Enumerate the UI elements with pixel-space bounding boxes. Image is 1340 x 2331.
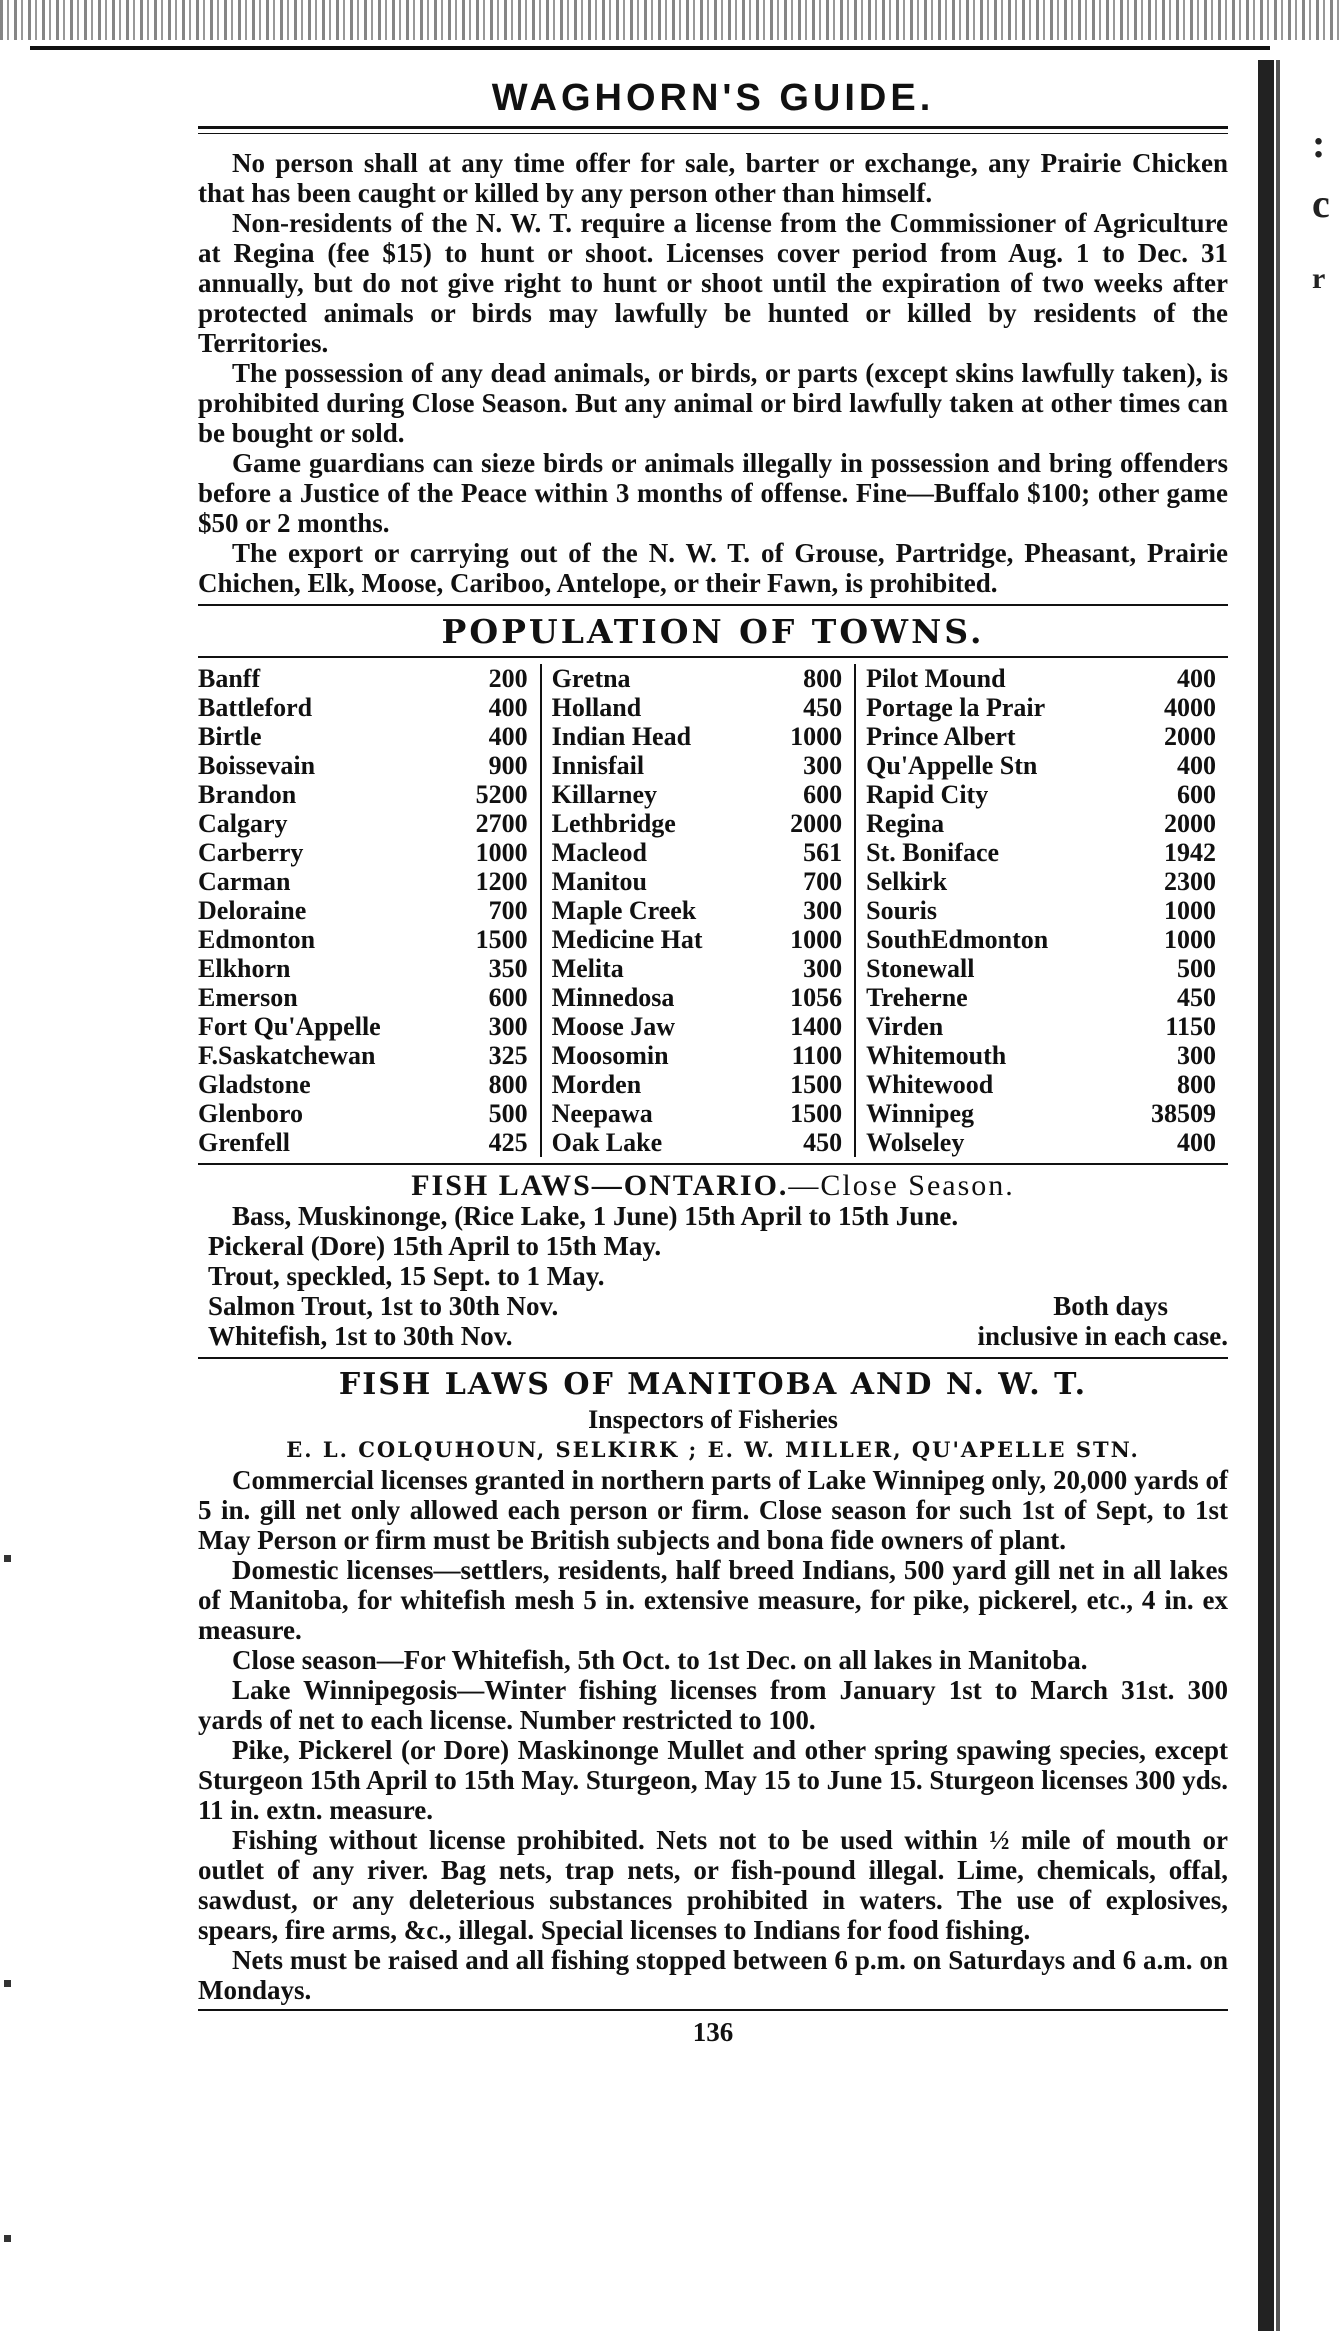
- population-row: [198, 1070, 1228, 1099]
- town-population: 400: [1177, 1128, 1216, 1157]
- page-gutter-bar: [1258, 60, 1274, 2331]
- top-rule: [30, 46, 1270, 50]
- town-name: Morden: [541, 1070, 768, 1099]
- fish-ontario-note: inclusive in each case.: [977, 1321, 1228, 1351]
- town-name: Pilot Mound: [855, 664, 1124, 693]
- town-name: Moosomin: [541, 1041, 768, 1070]
- population-row: [198, 780, 1228, 809]
- town-name: SouthEdmonton: [855, 925, 1124, 954]
- fish-ontario-line: Trout, speckled, 15 Sept. to 1 May.: [208, 1261, 605, 1291]
- town-name: Neepawa: [541, 1099, 768, 1128]
- town-name: Qu'Appelle Stn: [855, 751, 1124, 780]
- town-name: Calgary: [198, 809, 288, 838]
- fish-ontario-salmon: Salmon Trout, 1st to 30th Nov.: [208, 1291, 559, 1321]
- town-name: Macleod: [541, 838, 768, 867]
- town-population: 900: [488, 751, 528, 780]
- population-row: [198, 664, 1228, 693]
- town-population: 2000: [790, 809, 843, 838]
- town-population: 800: [803, 664, 843, 693]
- population-row: [198, 693, 1228, 722]
- fish-ontario-section: [198, 1171, 1228, 1351]
- population-row: [198, 983, 1228, 1012]
- town-population: 2700: [475, 809, 528, 838]
- page-number: 136: [692, 2017, 734, 2047]
- page-title: WAGHORN'S GUIDE.: [491, 77, 935, 119]
- town-name: Deloraine: [198, 896, 307, 925]
- town-name: Stonewall: [855, 954, 1124, 983]
- town-population: 561: [803, 838, 843, 867]
- town-name: Boissevain: [198, 751, 316, 780]
- fish-paragraph: Lake Winnipegosis—Winter fishing licenses from January 1st to March 31st. 300 yards of net to each license. Number restricted to 100.: [198, 1675, 1228, 1735]
- town-population: 450: [803, 1128, 843, 1157]
- margin-dot: [4, 1980, 11, 1987]
- town-population: 1000: [790, 722, 843, 751]
- game-paragraph: No person shall at any time offer for sale, barter or exchange, any Prairie Chicken that has been caught or killed by any person other than himself.: [198, 148, 1228, 208]
- town-population: 1100: [791, 1041, 843, 1070]
- town-population: 300: [803, 751, 843, 780]
- town-name: Brandon: [198, 780, 297, 809]
- town-population: 2000: [1164, 809, 1216, 838]
- town-population: 200: [488, 664, 528, 693]
- population-row: [198, 925, 1228, 954]
- fish-paragraph: Pike, Pickerel (or Dore) Maskinonge Mullet and other spring spawing species, except Sturgeon 15th April to 15th May. Sturgeon, May 15 to June 15. Sturgeon licenses 300 yds. 11 in. extn. measure.: [198, 1735, 1228, 1825]
- town-name: Wolseley: [855, 1128, 1124, 1157]
- population-row: [198, 751, 1228, 780]
- town-name: Battleford: [198, 693, 313, 722]
- town-population: 500: [488, 1099, 528, 1128]
- town-name: Fort Qu'Appelle: [198, 1012, 381, 1041]
- town-name: Maple Creek: [541, 896, 768, 925]
- town-population: 300: [803, 896, 843, 925]
- population-row: [198, 867, 1228, 896]
- town-population: 400: [488, 722, 528, 751]
- town-population: 600: [803, 780, 843, 809]
- town-population: 400: [488, 693, 528, 722]
- town-name: Rapid City: [855, 780, 1124, 809]
- fish-paragraph: Commercial licenses granted in northern parts of Lake Winnipeg only, 20,000 yards of 5 in. gill net only allowed each person or firm. Close season for such 1st of Sept, to 1st May Person or firm must be British subjects and bona fide owners of plant.: [198, 1465, 1228, 1555]
- town-population: 425: [488, 1128, 528, 1157]
- town-population: 800: [1177, 1070, 1216, 1099]
- town-name: Treherne: [855, 983, 1124, 1012]
- town-name: Melita: [541, 954, 768, 983]
- margin-dot: [4, 1555, 11, 1562]
- town-name: Selkirk: [855, 867, 1124, 896]
- town-population: 1000: [1164, 925, 1216, 954]
- inspectors-names: E. L. COLQUHOUN, SELKIRK ; E. W. MILLER, QU'APELLE STN.: [286, 1437, 1140, 1462]
- population-row: [198, 896, 1228, 925]
- town-name: Manitou: [541, 867, 768, 896]
- game-paragraph: Non-residents of the N. W. T. require a license from the Commissioner of Agriculture at Regina (fee $15) to hunt or shoot. Licenses cover period from Aug. 1 to Dec. 31 annually, but do not give right to hunt or shoot until the expiration of two weeks after protected animals or birds may lawfully be hunted or killed by residents of the Territories.: [198, 208, 1228, 358]
- population-row: [198, 1012, 1228, 1041]
- town-name: Glenboro: [198, 1099, 303, 1128]
- town-name: Oak Lake: [541, 1128, 768, 1157]
- fish-manitoba-heading: FISH LAWS OF MANITOBA AND N. W. T.: [338, 1367, 1088, 1402]
- section-rule: [198, 1357, 1228, 1359]
- town-population: 38509: [1151, 1099, 1216, 1128]
- town-name: Souris: [855, 896, 1124, 925]
- population-row: [198, 722, 1228, 751]
- population-row: [198, 809, 1228, 838]
- town-population: 800: [488, 1070, 528, 1099]
- town-name: Innisfail: [541, 751, 768, 780]
- town-population: 350: [488, 954, 528, 983]
- town-population: 1400: [790, 1012, 843, 1041]
- fish-paragraph: Nets must be raised and all fishing stopped between 6 p.m. on Saturdays and 6 a.m. on Mondays.: [198, 1945, 1228, 2005]
- town-population: 1500: [475, 925, 528, 954]
- town-name: Virden: [855, 1012, 1124, 1041]
- population-table: [198, 664, 1228, 1157]
- town-population: 700: [488, 896, 528, 925]
- town-name: Carberry: [198, 838, 304, 867]
- town-population: 1000: [1164, 896, 1216, 925]
- fish-ontario-row: [198, 1321, 1228, 1351]
- town-name: Winnipeg: [855, 1099, 1124, 1128]
- population-row: [198, 1099, 1228, 1128]
- town-name: Prince Albert: [855, 722, 1124, 751]
- margin-glyph: r: [1312, 262, 1326, 295]
- town-name: Gretna: [541, 664, 768, 693]
- town-name: Gladstone: [198, 1070, 311, 1099]
- town-name: Minnedosa: [541, 983, 768, 1012]
- town-name: Killarney: [541, 780, 768, 809]
- town-population: 2300: [1164, 867, 1216, 896]
- town-population: 500: [1177, 954, 1216, 983]
- fish-ontario-line: Pickeral (Dore) 15th April to 15th May.: [208, 1231, 662, 1261]
- town-name: F.Saskatchewan: [198, 1041, 376, 1070]
- fish-ontario-note: Both days: [1053, 1291, 1168, 1321]
- town-population: 1500: [790, 1070, 843, 1099]
- fish-ontario-line: Bass, Muskinonge, (Rice Lake, 1 June) 15th April to 15th June.: [232, 1201, 959, 1231]
- town-population: 300: [1177, 1041, 1216, 1070]
- town-name: Lethbridge: [541, 809, 768, 838]
- scan-top-edge: [0, 0, 1340, 40]
- margin-dot: [4, 2235, 11, 2242]
- population-row: [198, 1041, 1228, 1070]
- town-population: 1200: [475, 867, 528, 896]
- town-name: Elkhorn: [198, 954, 291, 983]
- town-population: 300: [803, 954, 843, 983]
- section-rule: [198, 604, 1228, 606]
- town-name: Grenfell: [198, 1128, 290, 1157]
- town-population: 5200: [475, 780, 528, 809]
- title-rule: [198, 126, 1228, 134]
- town-population: 400: [1177, 664, 1216, 693]
- town-name: Whitemouth: [855, 1041, 1124, 1070]
- town-name: Whitewood: [855, 1070, 1124, 1099]
- town-name: Holland: [541, 693, 768, 722]
- town-name: Regina: [855, 809, 1124, 838]
- section-rule: [198, 656, 1228, 658]
- town-name: Portage la Prair: [855, 693, 1124, 722]
- margin-glyph: c: [1312, 181, 1330, 226]
- town-population: 400: [1177, 751, 1216, 780]
- town-population: 325: [488, 1041, 528, 1070]
- town-population: 450: [1177, 983, 1216, 1012]
- margin-glyph: :: [1312, 121, 1326, 166]
- fish-ontario-heading: [198, 1171, 1228, 1201]
- game-paragraph: Game guardians can sieze birds or animals illegally in possession and bring offenders before a Justice of the Peace within 3 months of offense. Fine—Buffalo $100; other game $50 or 2 months.: [198, 448, 1228, 538]
- town-population: 1150: [1165, 1012, 1216, 1041]
- town-name: Medicine Hat: [541, 925, 768, 954]
- fish-paragraph: Domestic licenses—settlers, residents, half breed Indians, 500 yard gill net in all lakes of Manitoba, for whitefish mesh 5 in. extensive measure, for pike, pickerel, etc., 4 in. ex measure.: [198, 1555, 1228, 1645]
- inspectors-label: Inspectors of Fisheries: [588, 1405, 838, 1434]
- fish-paragraph: Fishing without license prohibited. Nets not to be used within ½ mile of mouth or outlet of any river. Bag nets, trap nets, or fish-pound illegal. Lime, chemicals, offal, sawdust, or any deleterious substances prohibited in waters. The use of explosives, spears, fire arms, &c., illegal. Special licenses to Indians for food fishing.: [198, 1825, 1228, 1945]
- game-laws-section: [198, 148, 1228, 598]
- fish-ontario-title: FISH LAWS—ONTARIO.: [411, 1169, 789, 1202]
- town-population: 700: [803, 867, 843, 896]
- game-paragraph: The possession of any dead animals, or birds, or parts (except skins lawfully taken), is prohibited during Close Season. But any animal or bird lawfully taken at other times can be bought or sold.: [198, 358, 1228, 448]
- town-population: 2000: [1164, 722, 1216, 751]
- town-name: Edmonton: [198, 925, 316, 954]
- town-name: Birtle: [198, 722, 262, 751]
- fish-ontario-suffix: —Close Season.: [788, 1169, 1015, 1202]
- town-population: 4000: [1164, 693, 1216, 722]
- town-population: 1056: [790, 983, 843, 1012]
- fish-ontario-whitefish: Whitefish, 1st to 30th Nov.: [208, 1321, 513, 1351]
- town-population: 1500: [790, 1099, 843, 1128]
- town-name: Indian Head: [541, 722, 768, 751]
- town-name: St. Boniface: [855, 838, 1124, 867]
- guide-page: [198, 70, 1228, 2048]
- fish-manitoba-section: [198, 1465, 1228, 2005]
- town-population: 600: [488, 983, 528, 1012]
- fish-ontario-row: [198, 1291, 1228, 1321]
- population-row: [198, 954, 1228, 983]
- town-population: 1000: [475, 838, 528, 867]
- fish-paragraph: Close season—For Whitefish, 5th Oct. to 1st Dec. on all lakes in Manitoba.: [232, 1645, 1088, 1675]
- town-population: 300: [488, 1012, 528, 1041]
- town-population: 600: [1177, 780, 1216, 809]
- section-rule: [198, 2009, 1228, 2011]
- population-heading: POPULATION OF TOWNS.: [441, 612, 985, 651]
- town-population: 1942: [1164, 838, 1216, 867]
- population-row: [198, 1128, 1228, 1157]
- town-name: Carman: [198, 867, 291, 896]
- game-paragraph: The export or carrying out of the N. W. T. of Grouse, Partridge, Pheasant, Prairie Chichen, Elk, Moose, Cariboo, Antelope, or their Fawn, is prohibited.: [198, 538, 1228, 598]
- town-name: Emerson: [198, 983, 298, 1012]
- town-population: 450: [803, 693, 843, 722]
- population-row: [198, 838, 1228, 867]
- town-name: Banff: [198, 664, 261, 693]
- page-gutter-bar-inner: [1276, 60, 1280, 2331]
- town-population: 1000: [790, 925, 843, 954]
- section-rule: [198, 1163, 1228, 1165]
- town-name: Moose Jaw: [541, 1012, 768, 1041]
